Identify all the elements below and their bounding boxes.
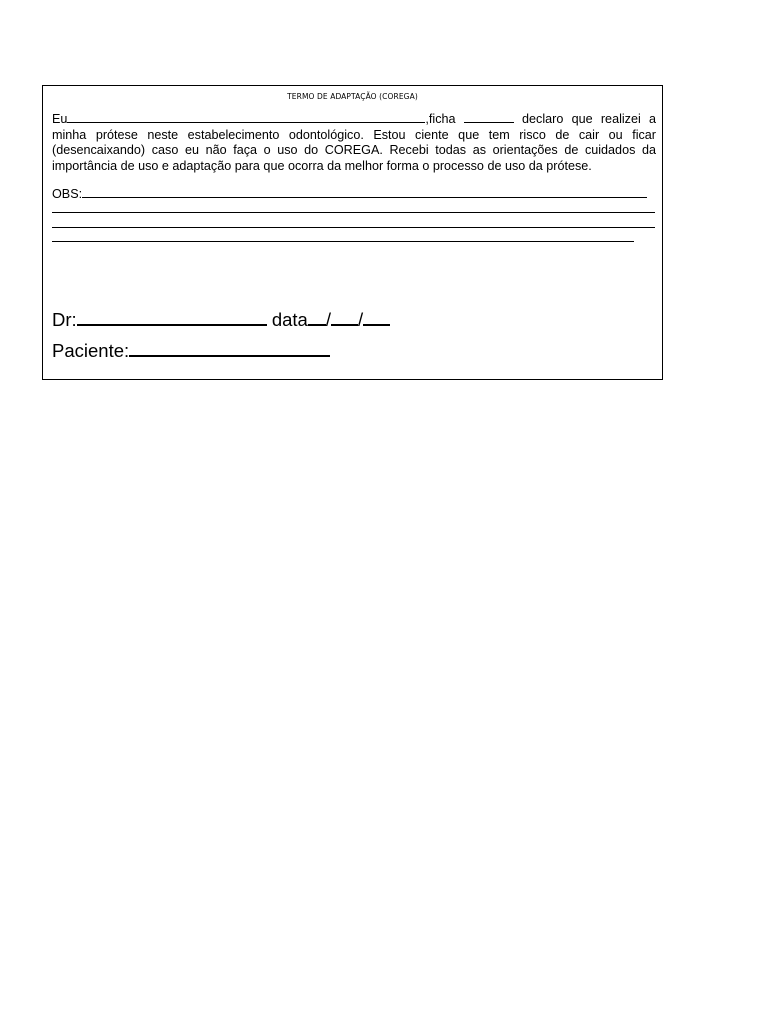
data-label: data	[271, 309, 308, 330]
year-blank[interactable]	[363, 323, 390, 326]
month-blank[interactable]	[331, 323, 358, 326]
paciente-label: Paciente:	[52, 340, 130, 361]
ficha-label: ,ficha	[425, 112, 456, 126]
adaptation-term-form	[42, 85, 663, 380]
ficha-blank[interactable]	[464, 121, 514, 123]
date-sep-1: /	[325, 309, 331, 330]
obs-blank-2[interactable]	[52, 211, 655, 213]
declaration-paragraph	[52, 112, 656, 174]
obs-line-2	[52, 202, 655, 216]
declaration-text: declaro que realizei a minha prótese neste estabelecimento odontológico. Estou ciente que tem risco de cair ou ficar (desencaixando) caso eu não faça o uso do COREGA. Recebi todas as orientações de cuidados da importância de uso e adaptação para que ocorra da melhor forma o processo de uso da prótese.	[52, 112, 657, 173]
obs-line-3	[52, 217, 655, 231]
name-blank[interactable]	[67, 121, 425, 123]
obs-line-4	[52, 231, 634, 245]
dr-label: Dr:	[52, 309, 77, 330]
obs-blank-1[interactable]	[82, 196, 647, 198]
day-blank[interactable]	[308, 323, 326, 326]
patient-signature-line	[52, 340, 330, 362]
obs-blank-4[interactable]	[52, 240, 634, 242]
patient-signature-blank[interactable]	[129, 354, 330, 357]
form-title: TERMO DE ADAPTAÇÃO (COREGA)	[287, 92, 418, 101]
obs-label: OBS:	[52, 187, 83, 201]
obs-blank-3[interactable]	[52, 226, 655, 228]
date-sep-2: /	[357, 309, 364, 330]
obs-line-1	[52, 187, 647, 201]
eu-label: Eu	[52, 112, 68, 126]
dr-signature-blank[interactable]	[77, 323, 267, 326]
dr-signature-line	[52, 309, 390, 331]
